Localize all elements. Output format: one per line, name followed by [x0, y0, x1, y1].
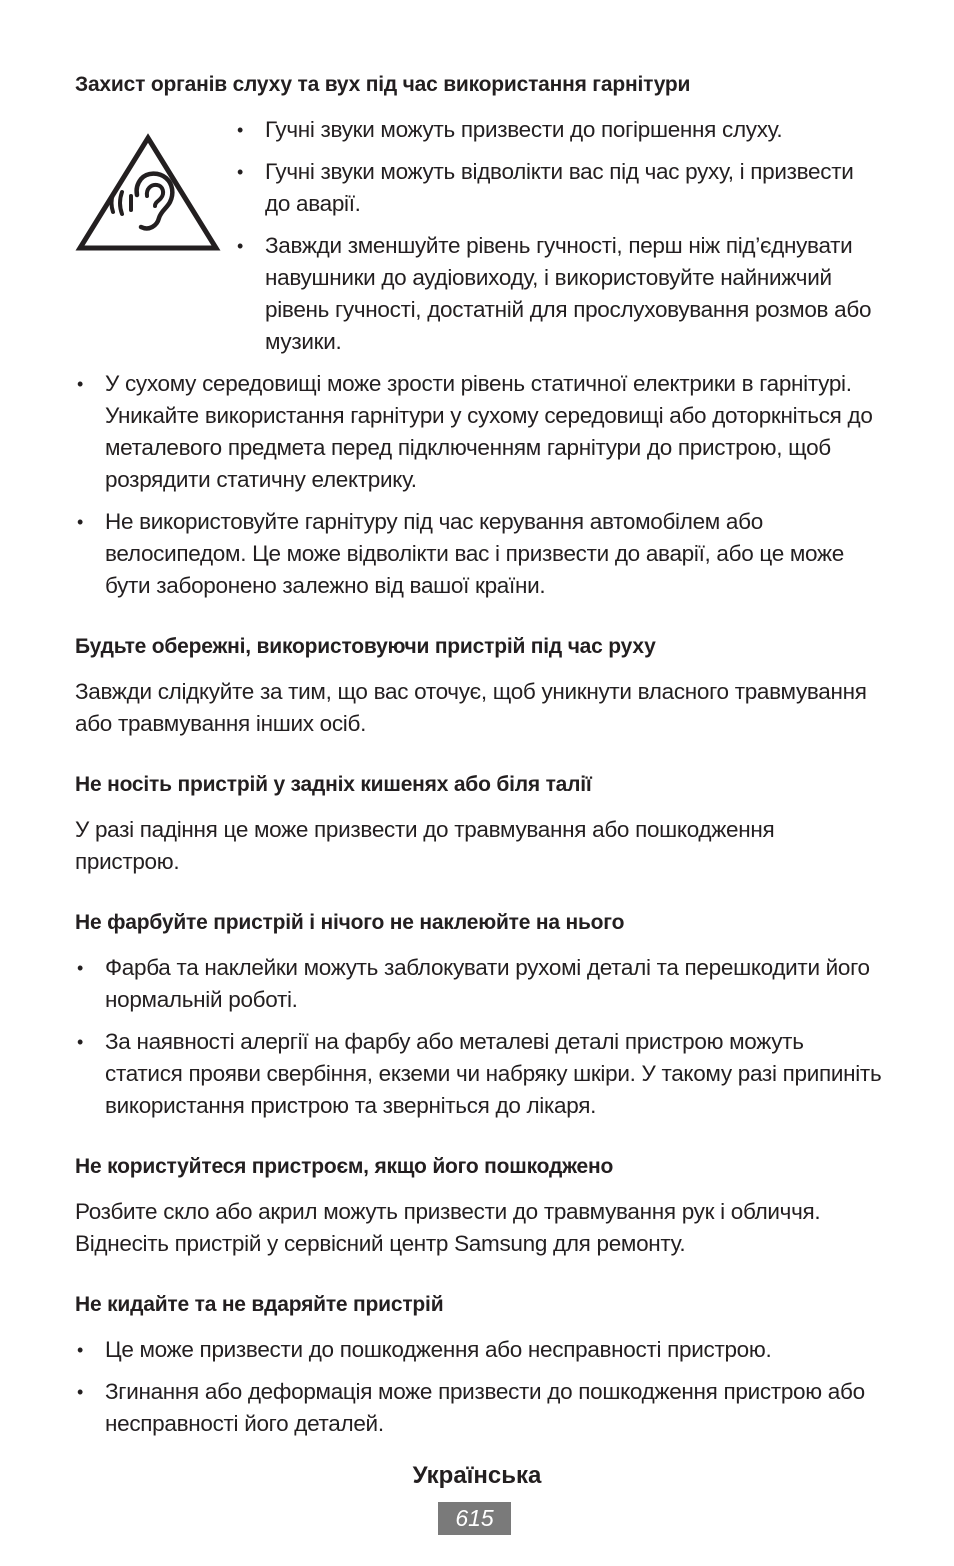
hearing-warning-block [75, 114, 883, 368]
list-item: • Гучні звуки можуть призвести до погіршення слуху. [237, 117, 783, 142]
section-paint [75, 908, 883, 1122]
section-heading: Не носіть пристрій у задніх кишенях або біля талії [75, 773, 592, 796]
section-heading: Захист органів слуху та вух під час використання гарнітури [75, 73, 691, 96]
drop-list [75, 1334, 883, 1440]
footer-language: Українська [412, 1462, 542, 1489]
page-number: 615 [438, 1502, 511, 1535]
list-item: • У сухому середовищі може зрости рівень статичної електрики в гарнітурі. Уникайте використання гарнітури у сухому середовищі або доторкніться до металевого предмета перед підключенням гарнітури до пристрою, щоб розрядити статичну електрику. [77, 371, 873, 492]
section-hearing [75, 70, 883, 602]
list-item: • Це може призвести до пошкодження або несправності пристрою. [77, 1337, 772, 1362]
hearing-warning-list [235, 114, 883, 368]
section-heading: Не кидайте та не вдаряйте пристрій [75, 1293, 444, 1316]
section-heading: Будьте обережні, використовуючи пристрій під час руху [75, 635, 656, 658]
list-item: • За наявності алергії на фарбу або металеві деталі пристрою можуть статися прояви свербіння, екземи чи набряку шкіри. У такому разі припиніть використання пристрою та зверніться до лікаря. [77, 1029, 882, 1118]
headset-list [75, 368, 883, 602]
section-pockets [75, 770, 883, 878]
list-item: • Згинання або деформація може призвести до пошкодження пристрою або несправності його деталей. [77, 1379, 865, 1436]
page-content [75, 70, 883, 1450]
list-item: • Гучні звуки можуть відволікти вас під час руху, і призвести до аварії. [237, 159, 854, 216]
section-drop [75, 1290, 883, 1440]
section-moving [75, 632, 883, 740]
list-item: • Фарба та наклейки можуть заблокувати рухомі деталі та перешкодити його нормальній роботі. [77, 955, 870, 1012]
section-damaged [75, 1152, 883, 1260]
section-text: Завжди слідкуйте за тим, що вас оточує, щоб уникнути власного травмування або травмування інших осіб. [75, 679, 867, 736]
hearing-warning-icon [75, 114, 235, 368]
list-item: • Завжди зменшуйте рівень гучності, перш ніж під’єднувати навушники до аудіовиходу, і використовуйте найнижчий рівень гучності, достатній для прослуховування розмов або музики. [237, 233, 872, 354]
section-heading: Не фарбуйте пристрій і нічого не наклеюйте на нього [75, 911, 625, 934]
paint-list [75, 952, 883, 1122]
section-heading: Не користуйтеся пристроєм, якщо його пошкоджено [75, 1155, 614, 1178]
section-text: У разі падіння це може призвести до травмування або пошкодження пристрою. [75, 817, 775, 874]
section-text: Розбите скло або акрил можуть призвести до травмування рук і обличчя. Віднесіть пристрій у сервісний центр Samsung для ремонту. [75, 1199, 821, 1256]
list-item: • Не використовуйте гарнітуру під час керування автомобілем або велосипедом. Це може відволікти вас і призвести до аварії, або це може бути заборонено залежно від вашої країни. [77, 509, 844, 598]
